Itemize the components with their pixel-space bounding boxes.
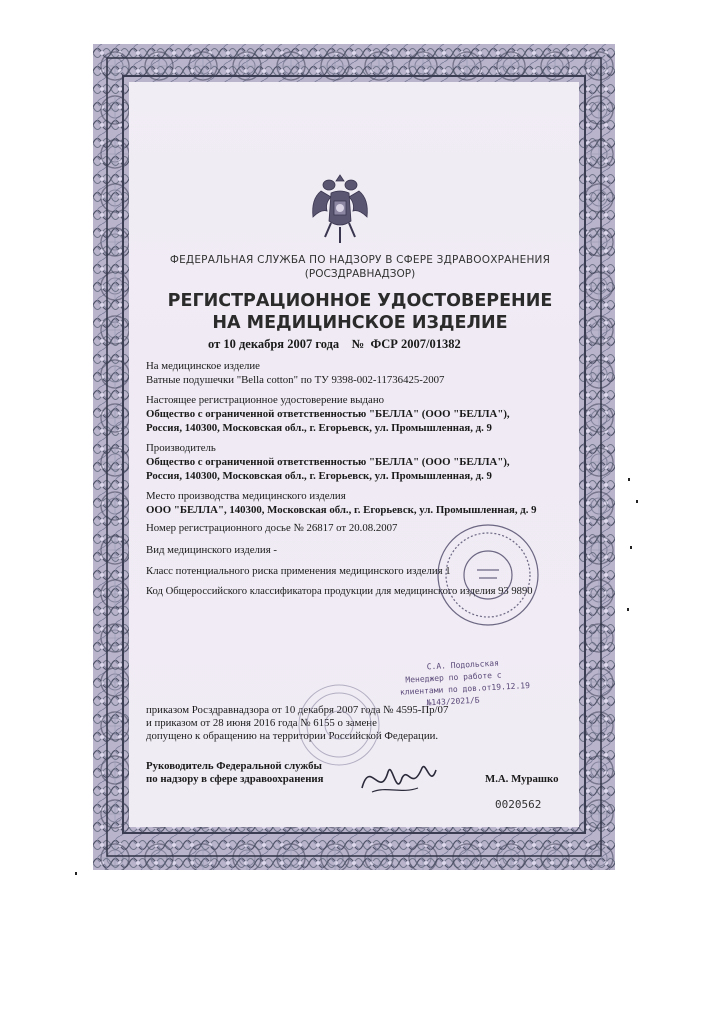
form-serial-number: 0020562 [495,798,542,811]
signatory-title-2: по надзору в сфере здравоохранения [146,773,324,785]
order-line-1: приказом Росздравнадзора от 10 декабря 2007 года № 4595-Пр/07 [146,704,449,716]
signatory-title-1: Руководитель Федеральной службы [146,760,322,772]
device-value: Ватные подушечки "Bella cotton" по ТУ 9398-002-11736425-2007 [146,374,445,386]
certificate-title: РЕГИСТРАЦИОННОЕ УДОСТОВЕРЕНИЕ [167,291,553,311]
authorized-manager-stamp [399,656,547,724]
manufacturer-line-1: Общество с ограниченной ответственностью "БЕЛЛА" (ООО "БЕЛЛА"), [146,456,510,468]
stamp-line-4: №143/2021/Б [426,695,480,708]
manufacturer-label: Производитель [146,442,216,454]
risk-class: Класс потенциального риска применения медицинского изделия 1 [146,565,451,577]
certificate-date-number: от 10 декабря 2007 года № ФСР 2007/01382 [208,337,461,351]
issued-line-2: Россия, 140300, Московская обл., г. Егорьевск, ул. Промышленная, д. 9 [146,422,492,434]
dossier-number: Номер регистрационного досье № 26817 от 20.08.2007 [146,522,398,534]
signatory-name: М.А. Мурашко [485,773,559,785]
agency-abbreviation: (РОСЗДРАВНАДЗОР) [304,268,416,280]
place-label: Место производства медицинского изделия [146,490,346,502]
scan-speck [636,500,638,503]
place-value: ООО "БЕЛЛА", 140300, Московская обл., г. Егорьевск, ул. Промышленная, д. 9 [146,504,537,516]
issued-label: Настоящее регистрационное удостоверение выдано [146,394,385,406]
scan-speck [630,546,632,549]
order-line-2: и приказом от 28 июня 2016 года № 6155 о замене [146,717,377,729]
device-kind: Вид медицинского изделия - [146,544,277,556]
stamp-line-3: клиентами по дов.от19.12.19 [399,680,531,697]
double-headed-eagle-emblem [307,165,373,255]
okp-code: Код Общероссийского классификатора продукции для медицинского изделия 93 9890 [146,586,533,597]
device-label: На медицинское изделие [146,360,260,372]
certificate-subtitle: НА МЕДИЦИНСКОЕ ИЗДЕЛИЕ [212,313,508,333]
company-round-seal [433,520,543,630]
scan-speck [75,872,77,875]
stamp-line-1: С.А. Подольская [426,658,500,672]
scan-speck [628,478,630,481]
issued-line-1: Общество с ограниченной ответственностью "БЕЛЛА" (ООО "БЕЛЛА"), [146,408,510,420]
handwritten-signature [352,748,442,808]
manufacturer-line-2: Россия, 140300, Московская обл., г. Егорьевск, ул. Промышленная, д. 9 [146,470,492,482]
order-line-3: допущено к обращению на территории Российской Федерации. [146,730,439,742]
scan-speck [627,608,629,611]
agency-name: ФЕДЕРАЛЬНАЯ СЛУЖБА ПО НАДЗОРУ В СФЕРЕ ЗДРАВООХРАНЕНИЯ [169,254,551,266]
stamp-line-2: Менеджер по работе с [405,670,502,685]
